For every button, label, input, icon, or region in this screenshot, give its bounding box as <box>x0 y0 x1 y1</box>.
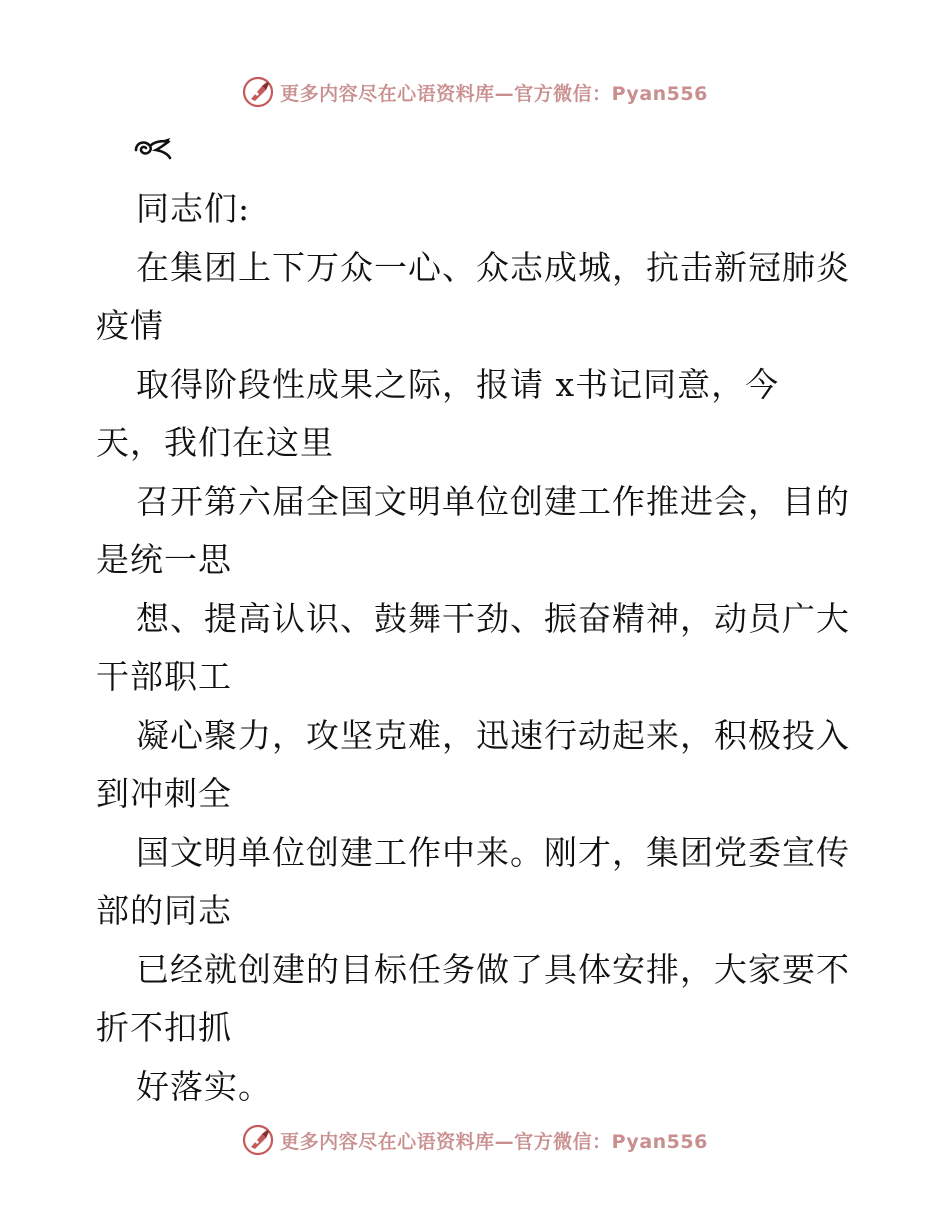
body-line: 想、提高认识、鼓舞干劲、振奋精神，动员广大 <box>136 598 850 638</box>
body-line: 国文明单位创建工作中来。刚才，集团党委宣传 <box>136 832 850 872</box>
watermark-text: 更多内容尽在心语资料库—官方微信：Pyan556 <box>280 82 708 105</box>
salutation-line: 同志们: <box>136 189 251 228</box>
body-line: 疫情 <box>96 306 164 345</box>
header-watermark-banner <box>0 72 950 112</box>
curl-flourish-icon <box>132 134 174 162</box>
body-line: 凝心聚力，攻坚克难，迅速行动起来，积极投入 <box>136 715 850 755</box>
watermark-text: 更多内容尽在心语资料库—官方微信：Pyan556 <box>280 1130 708 1153</box>
body-line: 在集团上下万众一心、众志成城，抗击新冠肺炎 <box>136 247 850 287</box>
body-line: 好落实。 <box>136 1066 272 1106</box>
pen-nib-logo-icon <box>242 76 274 108</box>
body-line: 召开第六届全国文明单位创建工作推进会，目的 <box>136 481 850 521</box>
body-line: 已经就创建的目标任务做了具体安排，大家要不 <box>136 949 850 989</box>
body-line: 取得阶段性成果之际，报请 x书记同意，今 <box>136 364 780 404</box>
speech-body <box>96 180 856 1116</box>
body-line: 折不扣抓 <box>96 1008 232 1047</box>
body-line: 部的同志 <box>96 891 232 930</box>
pen-nib-logo-icon <box>242 1124 274 1156</box>
body-line: 干部职工 <box>96 657 232 696</box>
body-line: 是统一思 <box>96 540 232 579</box>
body-line: 天，我们在这里 <box>96 423 334 462</box>
footer-watermark-banner <box>0 1120 950 1160</box>
body-line: 到冲刺全 <box>96 774 232 813</box>
